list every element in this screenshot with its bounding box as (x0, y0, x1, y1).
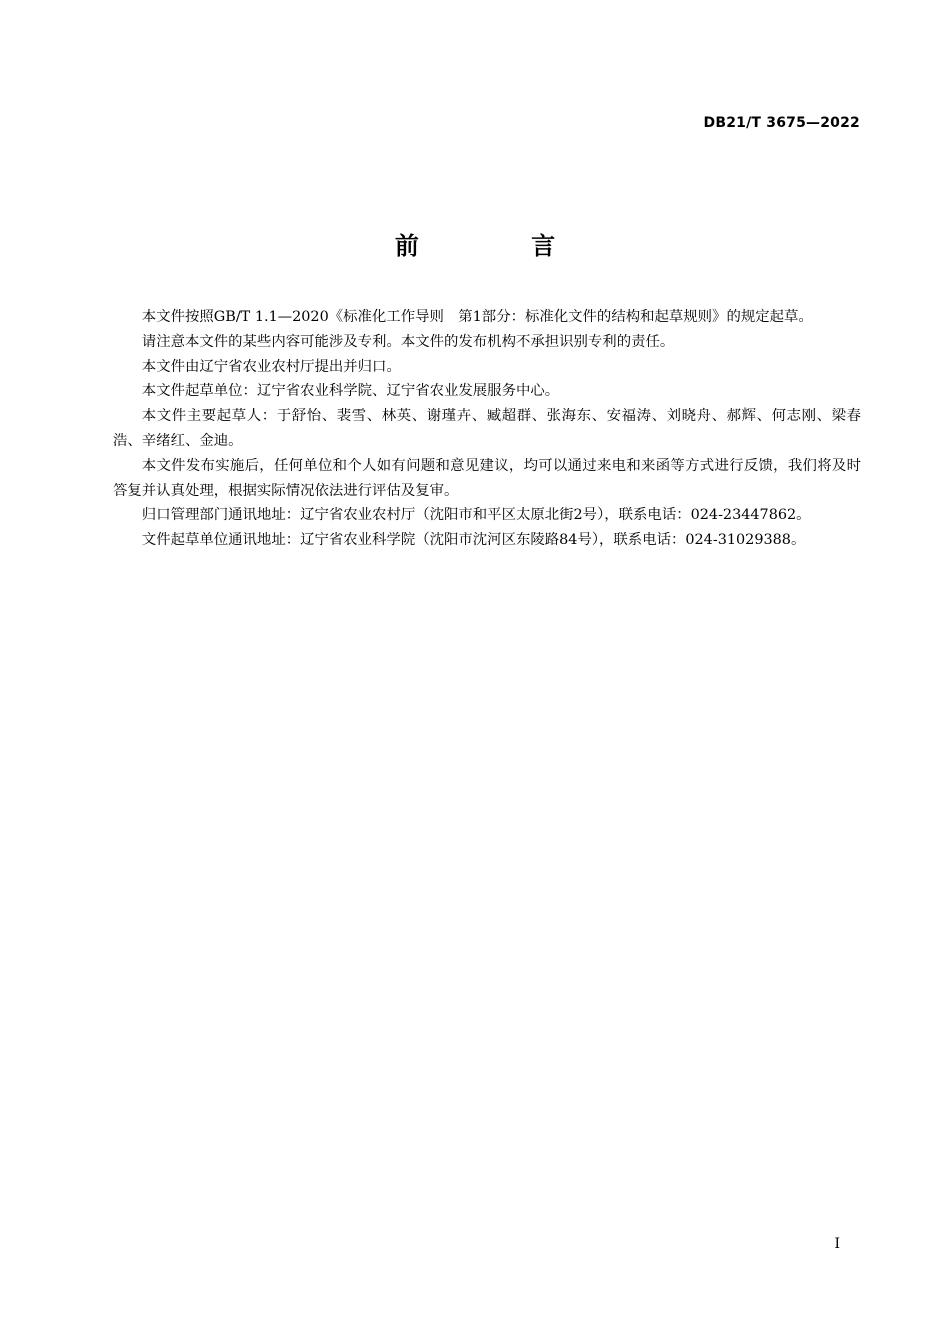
foreword-body (113, 305, 861, 553)
paragraph-drafters: 本文件主要起草人：于舒怡、裴雪、林英、谢瑾卉、臧超群、张海东、安福涛、刘晓舟、郝辉、何志刚、梁春浩、辛绪红、金迪。 (113, 408, 861, 449)
paragraph-drafting-units: 本文件起草单位：辽宁省农业科学院、辽宁省农业发展服务中心。 (141, 383, 560, 400)
paragraph-feedback: 本文件发布实施后，任何单位和个人如有问题和意见建议，均可以通过来电和来函等方式进行反馈，我们将及时答复并认真处理，根据实际情况依法进行评估及复审。 (113, 457, 861, 499)
paragraph-drafter-contact: 文件起草单位通讯地址：辽宁省农业科学院（沈阳市沈河区东陵路84号），联系电话：024-31029388。 (141, 532, 806, 549)
paragraph-proposer: 本文件由辽宁省农业农村厅提出并归口。 (141, 358, 401, 375)
paragraph-admin-contact: 归口管理部门通讯地址：辽宁省农业农村厅（沈阳市和平区太原北街2号），联系电话：024-23447862。 (141, 507, 811, 524)
paragraph-patent-notice: 请注意本文件的某些内容可能涉及专利。本文件的发布机构不承担识别专利的责任。 (141, 333, 675, 350)
document-code: DB21/T 3675—2022 (703, 115, 860, 131)
paragraph-drafting-rules: 本文件按照GB/T 1.1—2020《标准化工作导则 第1部分：标准化文件的结构和起草规则》的规定起草。 (141, 309, 813, 325)
page-number: I (834, 1236, 840, 1252)
page-title: 前 言 (394, 232, 608, 260)
